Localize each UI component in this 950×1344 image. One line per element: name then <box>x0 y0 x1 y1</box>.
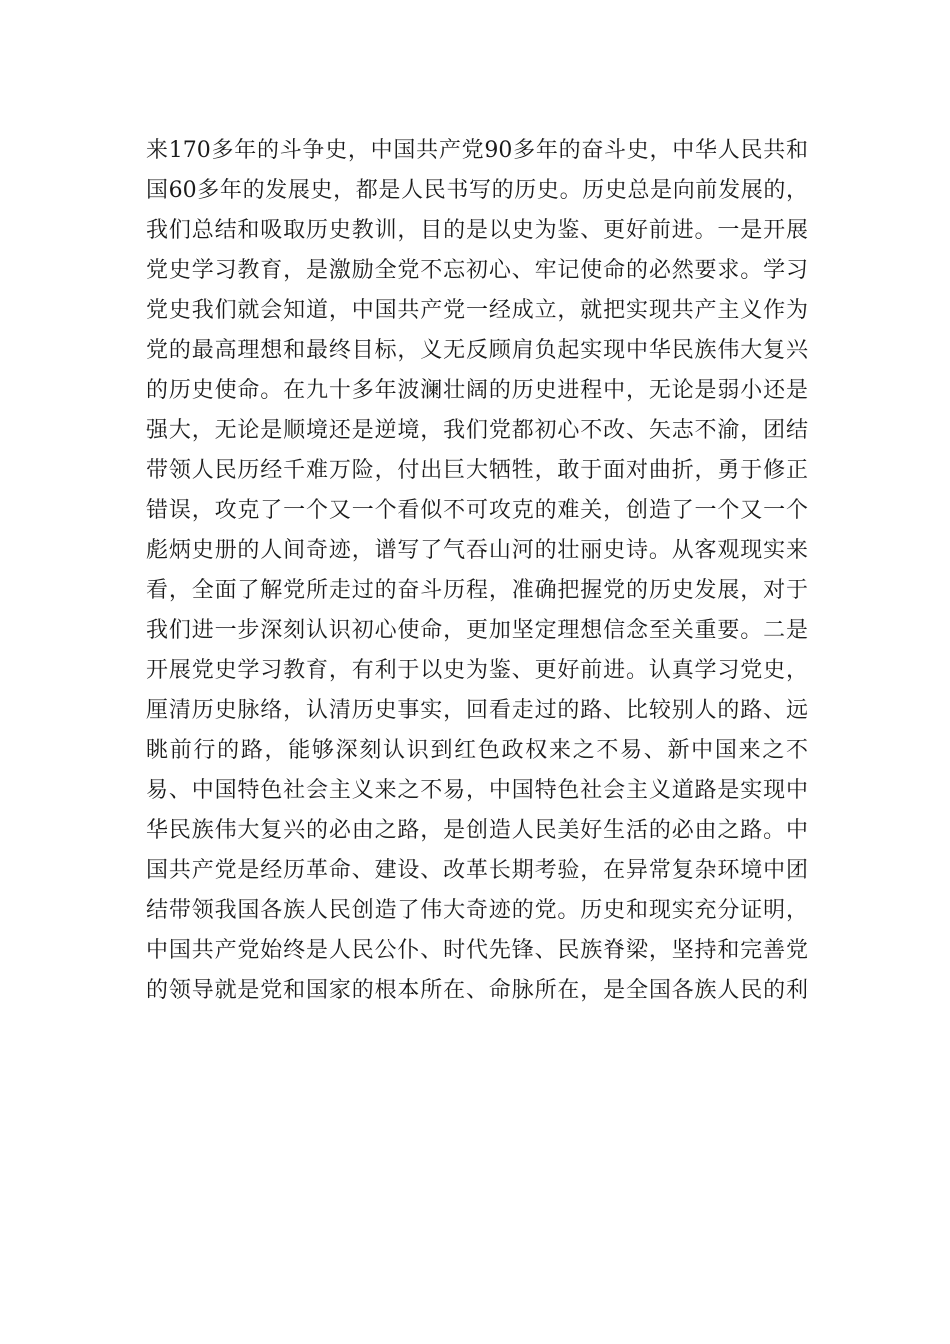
body-text <box>146 131 808 1011</box>
text-line: 中国共产党始终是人民公仆、时代先锋、民族脊梁，坚持和完善党 <box>146 938 808 963</box>
text-line: 眺前行的路，能够深刻认识到红色政权来之不易、新中国来之不 <box>146 738 808 763</box>
text-line: 厘清历史脉络，认清历史事实，回看走过的路、比较别人的路、远 <box>146 698 808 723</box>
text-line: 带领人民历经千难万险，付出巨大牺牲，敢于面对曲折，勇于修正 <box>146 458 808 483</box>
text-line: 党史我们就会知道，中国共产党一经成立，就把实现共产主义作为 <box>146 298 808 323</box>
text-line: 国共产党是经历革命、建设、改革长期考验，在异常复杂环境中团 <box>146 858 808 883</box>
text-line: 彪炳史册的人间奇迹，谱写了气吞山河的壮丽史诗。从客观现实来 <box>146 538 808 563</box>
text-line: 的领导就是党和国家的根本所在、命脉所在，是全国各族人民的利 <box>146 978 808 1003</box>
text-line: 来170多年的斗争史，中国共产党90多年的奋斗史，中华人民共和 <box>146 138 808 163</box>
text-line: 华民族伟大复兴的必由之路，是创造人民美好生活的必由之路。中 <box>146 818 808 843</box>
text-line: 的历史使命。在九十多年波澜壮阔的历史进程中，无论是弱小还是 <box>146 378 808 403</box>
text-line: 党史学习教育，是激励全党不忘初心、牢记使命的必然要求。学习 <box>146 258 808 283</box>
text-line: 易、中国特色社会主义来之不易，中国特色社会主义道路是实现中 <box>146 778 808 803</box>
text-line: 我们总结和吸取历史教训，目的是以史为鉴、更好前进。一是开展 <box>146 218 808 243</box>
text-line: 看，全面了解党所走过的奋斗历程，准确把握党的历史发展，对于 <box>146 578 808 603</box>
text-line: 结带领我国各族人民创造了伟大奇迹的党。历史和现实充分证明， <box>146 898 808 923</box>
text-line: 党的最高理想和最终目标，义无反顾肩负起实现中华民族伟大复兴 <box>146 338 808 363</box>
text-line: 强大，无论是顺境还是逆境，我们党都初心不改、矢志不渝，团结 <box>146 418 808 443</box>
text-line: 开展党史学习教育，有利于以史为鉴、更好前进。认真学习党史， <box>146 658 808 683</box>
text-line: 错误，攻克了一个又一个看似不可攻克的难关，创造了一个又一个 <box>146 498 808 523</box>
text-line: 我们进一步深刻认识初心使命，更加坚定理想信念至关重要。二是 <box>146 618 808 643</box>
text-line: 国60多年的发展史，都是人民书写的历史。历史总是向前发展的， <box>146 178 808 203</box>
